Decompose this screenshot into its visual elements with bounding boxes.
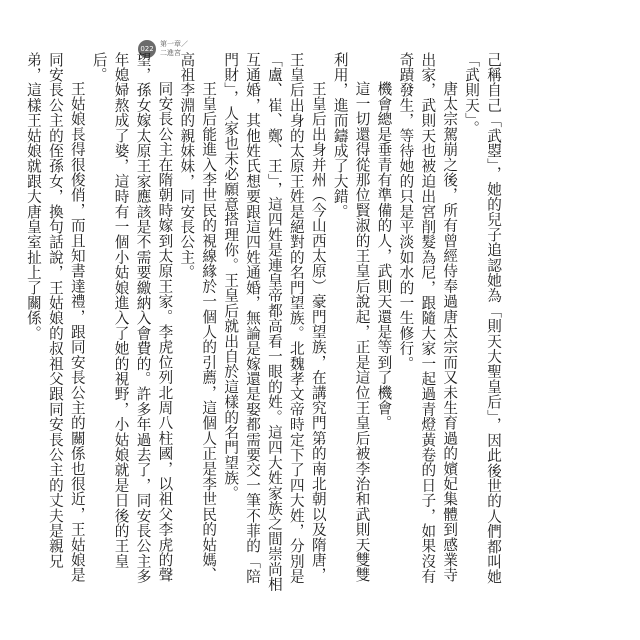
running-title-section: 二進宮: [160, 49, 181, 57]
paragraph: 己稱自己「武曌」，她的兒子追認她為「則天大聖皇后」，因此後世的人們都叫她「武則天」。: [463, 52, 502, 585]
running-title-chapter: 第一章／: [160, 40, 188, 48]
paragraph: 王皇后出身并州（今山西太原）豪門望族，在講究門第的南北朝以及隋唐，王皇后出身的太原王姓是絕對的名門望族。北魏孝文帝時定下了四大姓，分別是「盧、崔、鄭、王」，這四姓是連皇帝都高看一眼的姓。這四大姓家族之間崇尚相互通婚，其他姓氏想要跟這四姓通婚，無論是嫁還是娶都需要交一筆不菲的「陪門財」，人家也未必願意搭理你。王皇后就出自於這樣的名門望族。: [222, 52, 327, 592]
paragraph: 機會總是垂青有準備的人，武則天還是等到了機會。: [375, 81, 393, 431]
vertical-body-text: [24, 52, 504, 592]
paragraph: 王皇后能進入李世民的視線緣於一個人的引薦，這個人正是李世民的姑媽、高祖李淵的親妹妹，同安長公主。: [178, 52, 218, 583]
paragraph: 唐太宗駕崩之後，所有曾經侍奉過唐太宗而又未生育過的嬪妃集體到感業寺出家，武則天也被迫出宮削髮為尼，跟隨大家一起過青燈黃卷的日子，如果沒有奇蹟發生，等待她的只是平淡如水的一生修行。: [397, 52, 459, 584]
page-number-badge: 022: [138, 40, 156, 58]
paragraph: 王姑娘長得很俊俏，而且知書達禮，跟同安長公主的關係也很近，王姑娘是同安長公主的侄孫女，換句話說，王姑娘的叔祖父跟同安長公主的丈夫是親兄弟，這樣王姑娘就跟大唐皇室扯上了關係。: [24, 52, 86, 583]
paragraph: 同安長公主在隋朝時嫁到太原王家。李虎位列北周八柱國，以祖父李虎的聲望，孫女嫁太原王家應該是不需要繳納入會費的。許多年過去了，同安長公主多年媳婦熬成了婆，這時有一個小姑娘進入了她的視野，小姑娘就是日後的王皇后。: [90, 52, 174, 584]
paragraph: 這一切還得從那位賢淑的王皇后說起，正是這位王皇后被李治和武則天雙雙利用，進而鑄成了大錯。: [331, 52, 371, 583]
